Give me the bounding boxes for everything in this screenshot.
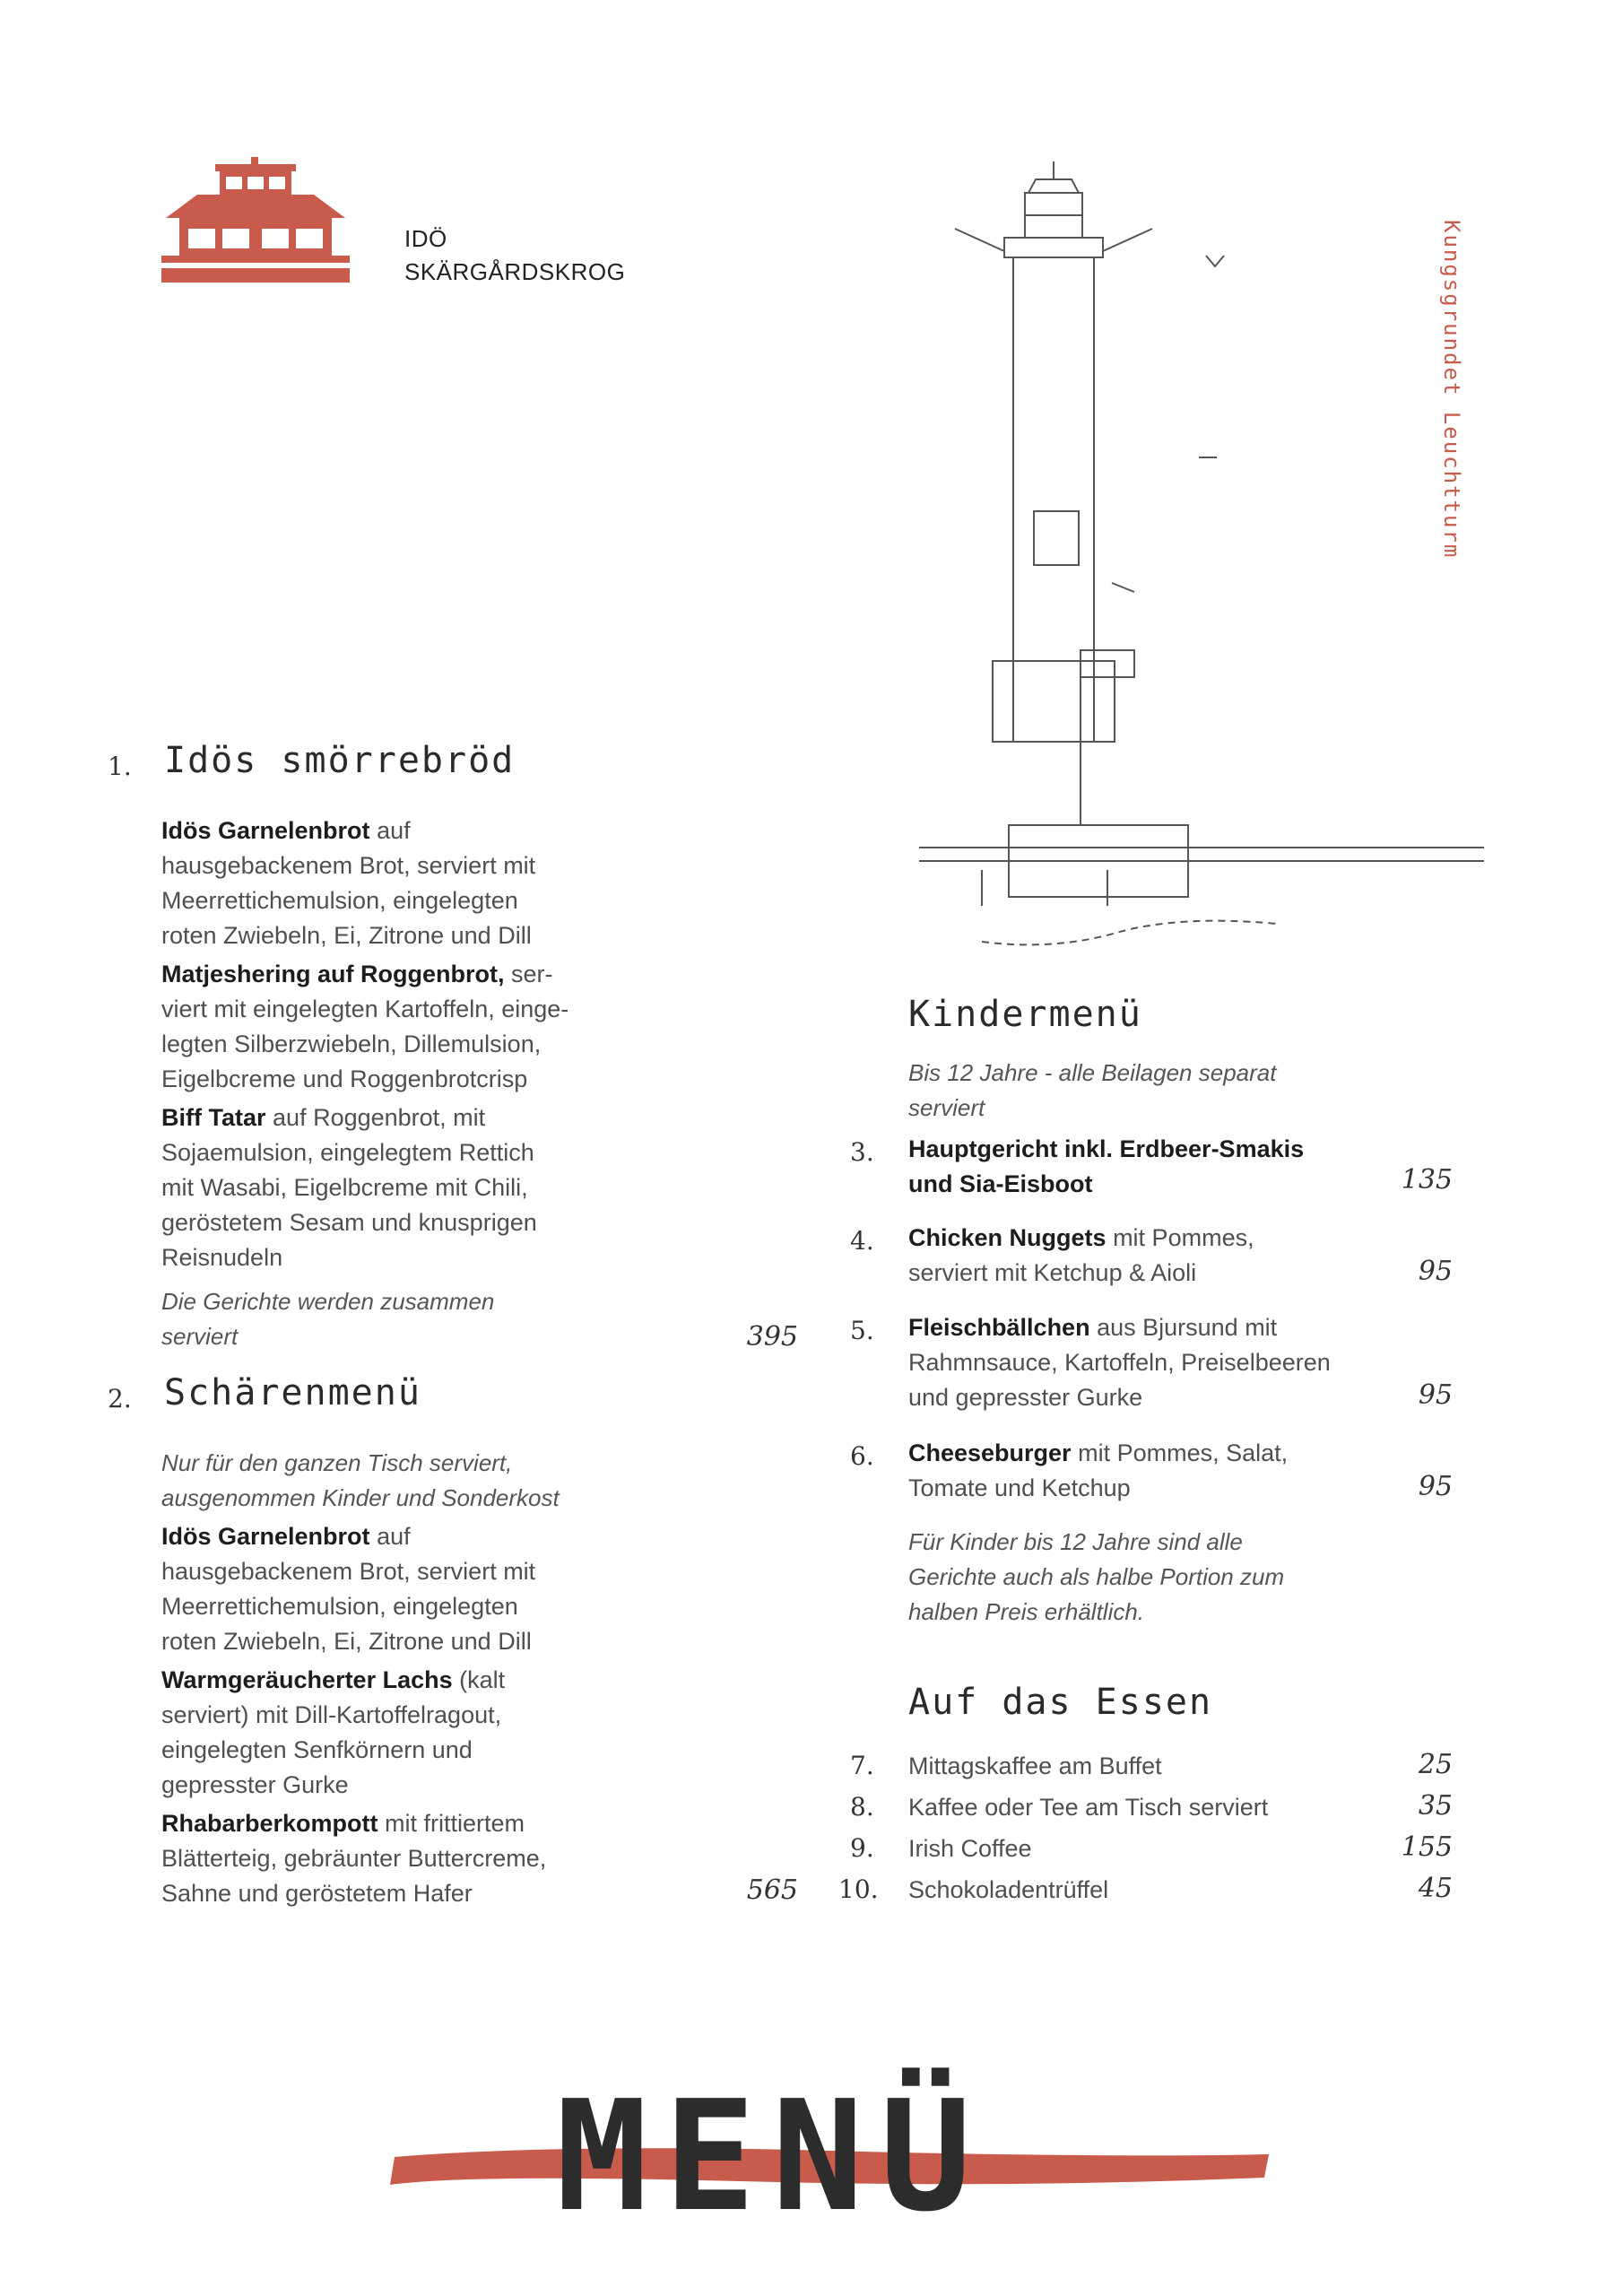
illustration-vertical-label: Kungsgrundet Leuchtturm <box>1439 220 1464 560</box>
item-name: Idös Garnelenbrot <box>161 817 370 844</box>
note-line: Bis 12 Jahre - alle Beilagen separat <box>908 1059 1277 1086</box>
item-desc: aus Bjursund mit <box>1097 1314 1278 1341</box>
item-desc: roten Zwiebeln, Ei, Zitrone und Dill <box>161 922 532 949</box>
section-2-items <box>161 1446 664 1911</box>
item-desc: mit Pommes, Salat, <box>1078 1439 1289 1466</box>
item-desc: serviert mit Ketchup & Aioli <box>908 1259 1197 1286</box>
note-line: Gerichte auch als halbe Portion zum <box>908 1563 1285 1590</box>
item-name: Hauptgericht inkl. Erdbeer-Smakis <box>908 1135 1305 1162</box>
item-desc: hausgebackenem Brot, serviert mit <box>161 1558 536 1585</box>
menu-title: MENÜ <box>556 2068 988 2246</box>
item-price: 155 <box>1401 1831 1453 1863</box>
item-desc: geröstetem Sesam und knusprigen <box>161 1209 537 1236</box>
item-desc: Reisnudeln <box>161 1244 283 1271</box>
kids-intro <box>908 1056 1375 1126</box>
item-price: 25 <box>1418 1749 1453 1780</box>
note-line: Die Gerichte werden zusammen <box>161 1288 495 1315</box>
item-number: 7. <box>850 1751 874 1780</box>
item-desc: Tomate und Ketchup <box>908 1474 1131 1501</box>
item-desc: Meerrettichemulsion, eingelegten <box>161 1593 518 1620</box>
item-desc: hausgebackenem Brot, serviert mit <box>161 852 536 879</box>
item-number: 10. <box>838 1874 879 1904</box>
item-label: Mittagskaffee am Buffet <box>908 1752 1162 1779</box>
section-price: 395 <box>746 1321 798 1352</box>
section-note <box>161 1446 664 1516</box>
note-line: serviert <box>161 1323 239 1350</box>
note-line: ausgenommen Kinder und Sonderkost <box>161 1484 560 1511</box>
restaurant-logo-icon <box>161 157 350 283</box>
menu-item <box>161 1519 664 1659</box>
item-number: 8. <box>850 1792 874 1822</box>
item-desc: Meerrettichemulsion, eingelegten <box>161 887 518 914</box>
menu-item <box>161 1100 628 1275</box>
item-desc: gepresster Gurke <box>161 1771 349 1798</box>
item-label: Schokoladentrüffel <box>908 1876 1109 1903</box>
item-desc: Sahne und geröstetem Hafer <box>161 1880 473 1907</box>
item-price: 95 <box>1418 1379 1453 1411</box>
item-name: Rhabarberkompott <box>161 1810 378 1837</box>
menu-item <box>908 1221 1410 1291</box>
item-desc: (kalt <box>459 1666 506 1693</box>
item-desc: mit Pommes, <box>1113 1224 1254 1251</box>
item-desc: auf Roggenbrot, mit <box>273 1104 486 1131</box>
item-desc: serviert) mit Dill-Kartoffelragout, <box>161 1701 502 1728</box>
item-price: 45 <box>1418 1873 1453 1904</box>
item-desc: viert mit eingelegten Kartoffeln, einge- <box>161 996 569 1022</box>
item-name: Idös Garnelenbrot <box>161 1523 370 1550</box>
menu-item <box>161 813 628 953</box>
item-price: 95 <box>1418 1471 1453 1502</box>
item-price: 135 <box>1401 1164 1453 1196</box>
item-price: 95 <box>1418 1256 1453 1287</box>
item-name: Warmgeräucherter Lachs <box>161 1666 453 1693</box>
item-desc: Eigelbcreme und Roggenbrotcrisp <box>161 1065 528 1092</box>
item-desc: Blätterteig, gebräunter Buttercreme, <box>161 1845 547 1872</box>
brand-line-2: SKÄRGÅRDSKROG <box>404 258 626 285</box>
item-number: 6. <box>850 1441 874 1471</box>
item-name: Cheeseburger <box>908 1439 1072 1466</box>
section-title: Auf das Essen <box>908 1682 1213 1723</box>
item-name: und Sia-Eisboot <box>908 1170 1093 1197</box>
item-desc: Sojaemulsion, eingelegtem Rettich <box>161 1139 534 1166</box>
section-price: 565 <box>746 1874 798 1906</box>
item-price: 35 <box>1418 1790 1453 1822</box>
menu-item <box>161 957 628 1097</box>
item-number: 9. <box>850 1833 874 1863</box>
menu-item <box>908 1310 1428 1415</box>
section-1-items <box>161 813 628 1354</box>
item-desc: auf <box>377 1523 411 1550</box>
item-name: Fleischbällchen <box>908 1314 1090 1341</box>
menu-item <box>161 1663 664 1803</box>
brand-name <box>404 222 625 289</box>
menu-item <box>908 1436 1410 1506</box>
menu-item <box>908 1132 1410 1202</box>
section-title: Kindermenü <box>908 994 1142 1035</box>
item-number: 3. <box>850 1137 874 1167</box>
note-line: Nur für den ganzen Tisch serviert, <box>161 1449 513 1476</box>
item-desc: mit Wasabi, Eigelbcreme mit Chili, <box>161 1174 528 1201</box>
item-desc: auf <box>377 817 411 844</box>
section-title: Idös smörrebröd <box>164 740 516 781</box>
item-desc: ser- <box>511 961 553 987</box>
item-name: Biff Tatar <box>161 1104 266 1131</box>
item-label: Kaffee oder Tee am Tisch serviert <box>908 1794 1269 1821</box>
kids-note <box>908 1525 1410 1630</box>
item-desc: und gepresster Gurke <box>908 1384 1143 1411</box>
section-number: 1. <box>108 752 132 781</box>
item-number: 5. <box>850 1316 874 1345</box>
item-name: Matjeshering auf Roggenbrot, <box>161 961 505 987</box>
brand-line-1: IDÖ <box>404 225 447 252</box>
item-number: 4. <box>850 1226 874 1256</box>
note-line: Für Kinder bis 12 Jahre sind alle <box>908 1528 1243 1555</box>
item-desc: legten Silberzwiebeln, Dillemulsion, <box>161 1031 542 1057</box>
section-title: Schärenmenü <box>164 1372 421 1413</box>
note-line: halben Preis erhältlich. <box>908 1598 1145 1625</box>
lighthouse-illustration <box>919 161 1484 987</box>
item-desc: Rahmnsauce, Kartoffeln, Preiselbeeren <box>908 1349 1331 1376</box>
section-note <box>161 1284 628 1354</box>
item-desc: eingelegten Senfkörnern und <box>161 1736 473 1763</box>
item-label: Irish Coffee <box>908 1835 1032 1862</box>
item-name: Chicken Nuggets <box>908 1224 1107 1251</box>
note-line: serviert <box>908 1094 985 1121</box>
section-number: 2. <box>108 1384 132 1413</box>
item-desc: roten Zwiebeln, Ei, Zitrone und Dill <box>161 1628 532 1655</box>
item-desc: mit frittiertem <box>385 1810 525 1837</box>
menu-item <box>161 1806 664 1911</box>
